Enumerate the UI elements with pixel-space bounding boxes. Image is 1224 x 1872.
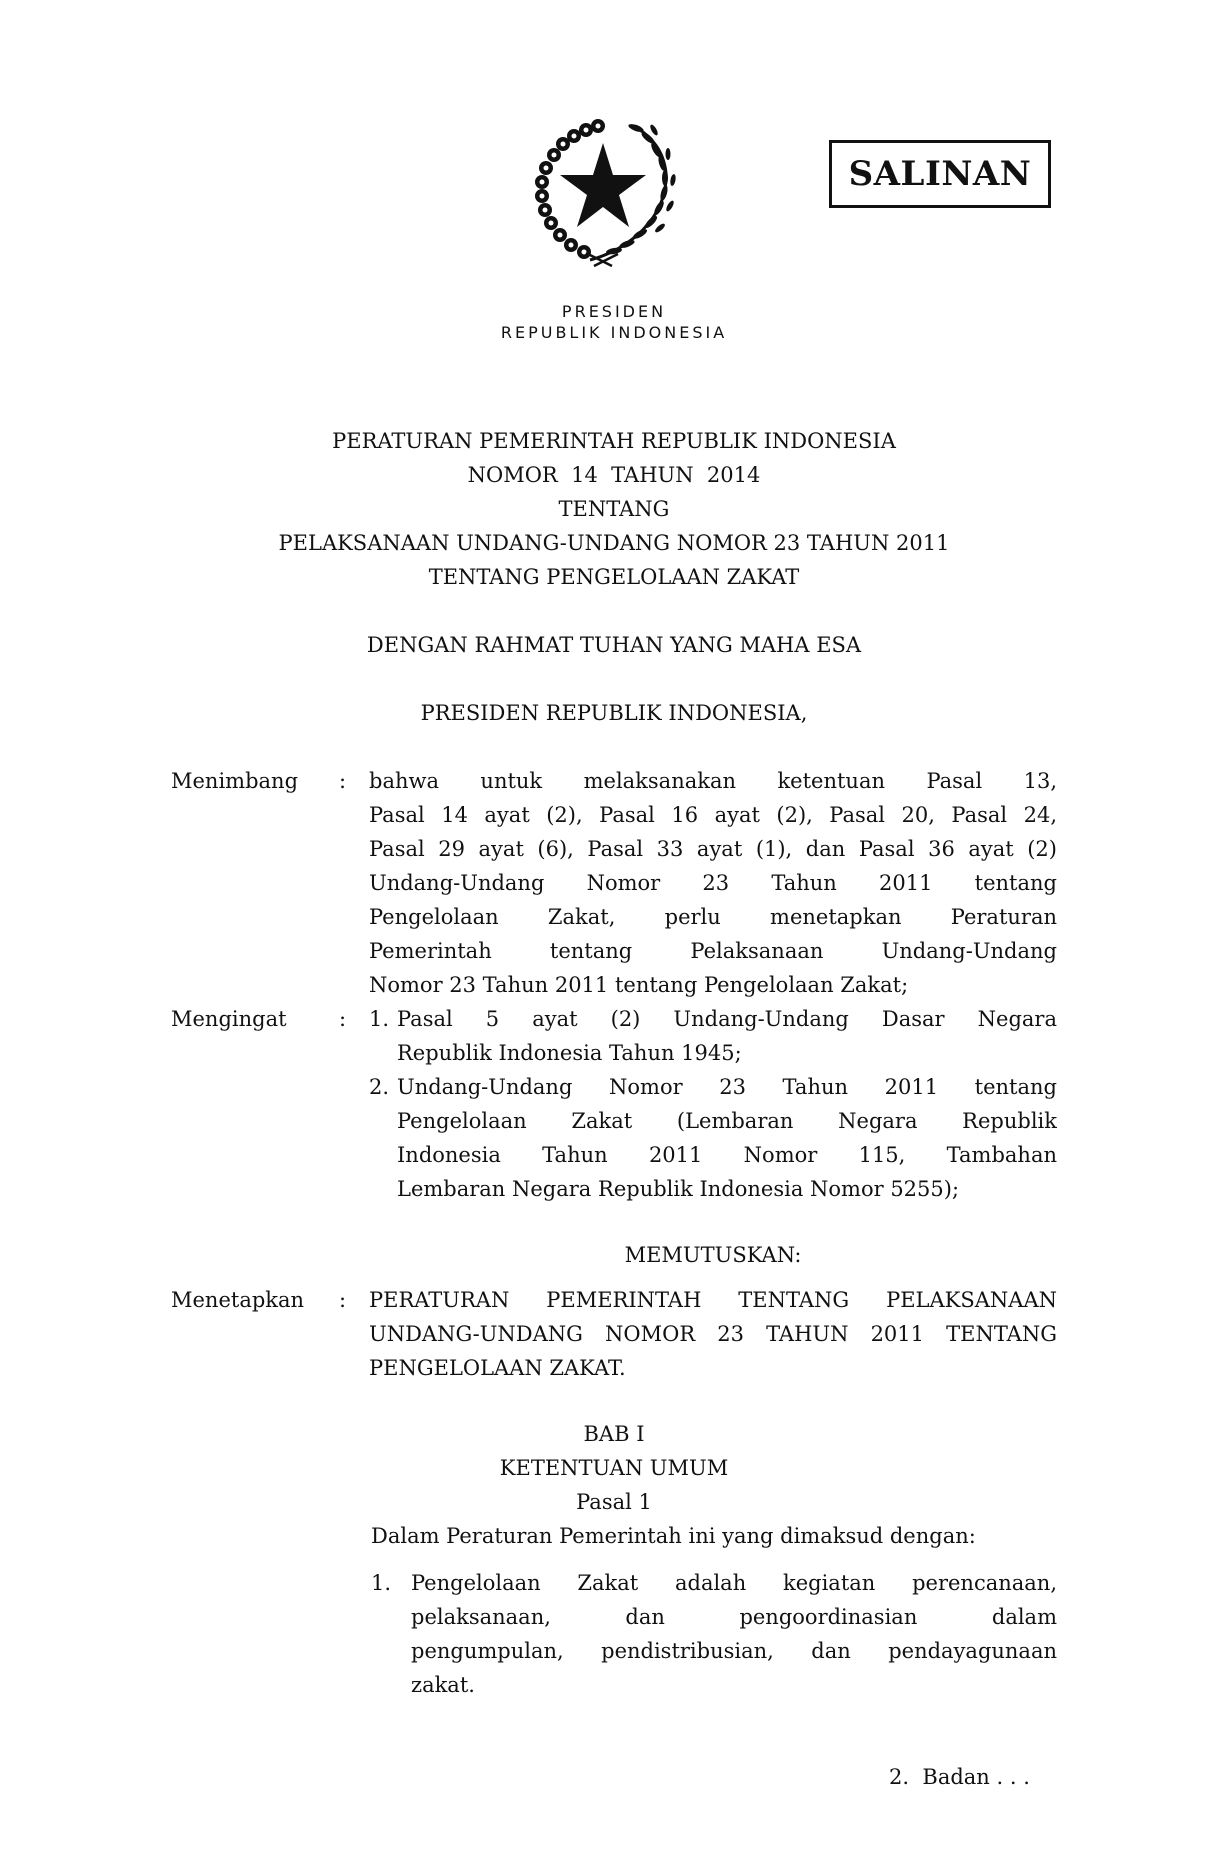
garuda-presidential-seal-icon <box>528 118 683 268</box>
list-number: 2. <box>369 1075 390 1099</box>
menetapkan-label: Menetapkan <box>171 1288 305 1312</box>
text-line: Pengelolaan Zakat (Lembaran Negara Republik <box>397 1109 1057 1133</box>
document-number-line: NOMOR 14 TAHUN 2014 <box>467 463 761 487</box>
document-title-line: TENTANG PENGELOLAAN ZAKAT <box>428 565 800 589</box>
article-intro: Dalam Peraturan Pemerintah ini yang dimaksud dengan: <box>371 1524 976 1548</box>
menimbang-colon: : <box>339 769 347 793</box>
text-line: Pengelolaan Zakat, perlu menetapkan Peraturan <box>369 905 1057 929</box>
document-title-line: PERATURAN PEMERINTAH REPUBLIK INDONESIA <box>332 429 896 453</box>
document-title-line: PELAKSANAAN UNDANG-UNDANG NOMOR 23 TAHUN 2011 <box>278 531 950 555</box>
mengingat-item-1 <box>397 1002 1057 1070</box>
issuer: PRESIDEN REPUBLIK INDONESIA, <box>420 701 808 725</box>
page-continuation: 2. Badan . . . <box>889 1765 1030 1789</box>
salinan-label: SALINAN <box>848 154 1032 194</box>
menimbang-body <box>369 764 1057 1002</box>
list-number: 1. <box>369 1007 390 1031</box>
invocation: DENGAN RAHMAT TUHAN YANG MAHA ESA <box>366 633 862 657</box>
text-line: Pasal 14 ayat (2), Pasal 16 ayat (2), Pasal 20, Pasal 24, <box>369 803 1057 827</box>
mengingat-label: Mengingat <box>171 1007 287 1031</box>
chapter-title: KETENTUAN UMUM <box>499 1456 729 1480</box>
mengingat-item-2 <box>397 1070 1057 1206</box>
text-line: Pasal 5 ayat (2) Undang-Undang Dasar Negara <box>397 1007 1057 1031</box>
chapter-number: BAB I <box>583 1422 645 1446</box>
text-line: pengumpulan, pendistribusian, dan pendayagunaan <box>411 1639 1057 1663</box>
caption-republik-indonesia: REPUBLIK INDONESIA <box>500 323 728 342</box>
text-line: Pasal 29 ayat (6), Pasal 33 ayat (1), dan Pasal 36 ayat (2) <box>369 837 1057 861</box>
text-line: Indonesia Tahun 2011 Nomor 115, Tambahan <box>397 1143 1057 1167</box>
text-line: PERATURAN PEMERINTAH TENTANG PELAKSANAAN <box>369 1288 1057 1312</box>
text-line: Pengelolaan Zakat adalah kegiatan perencanaan, <box>411 1571 1057 1595</box>
text-line: zakat. <box>411 1673 475 1697</box>
text-line: pelaksanaan, dan pengoordinasian dalam <box>411 1605 1057 1629</box>
caption-presiden: PRESIDEN <box>561 302 667 321</box>
menetapkan-colon: : <box>339 1288 347 1312</box>
article-heading: Pasal 1 <box>576 1490 652 1514</box>
text-line: Undang-Undang Nomor 23 Tahun 2011 tentang <box>397 1075 1057 1099</box>
document-title-line: TENTANG <box>558 497 670 521</box>
menimbang-label: Menimbang <box>171 769 299 793</box>
text-line: bahwa untuk melaksanakan ketentuan Pasal 13, <box>369 769 1057 793</box>
text-line: Undang-Undang Nomor 23 Tahun 2011 tentang <box>369 871 1057 895</box>
text-line: Nomor 23 Tahun 2011 tentang Pengelolaan Zakat; <box>369 973 909 997</box>
memutuskan-heading: MEMUTUSKAN: <box>624 1243 802 1267</box>
salinan-stamp <box>829 140 1051 208</box>
text-line: UNDANG-UNDANG NOMOR 23 TAHUN 2011 TENTANG <box>369 1322 1057 1346</box>
star-icon <box>560 143 646 227</box>
text-line: PENGELOLAAN ZAKAT. <box>369 1356 626 1380</box>
definition-item-1 <box>411 1566 1057 1702</box>
list-number: 1. <box>371 1571 392 1595</box>
text-line: Republik Indonesia Tahun 1945; <box>397 1041 742 1065</box>
text-line: Lembaran Negara Republik Indonesia Nomor 5255); <box>397 1177 960 1201</box>
text-line: Pemerintah tentang Pelaksanaan Undang-Undang <box>369 939 1057 963</box>
menetapkan-body <box>369 1283 1057 1385</box>
mengingat-colon: : <box>339 1007 347 1031</box>
